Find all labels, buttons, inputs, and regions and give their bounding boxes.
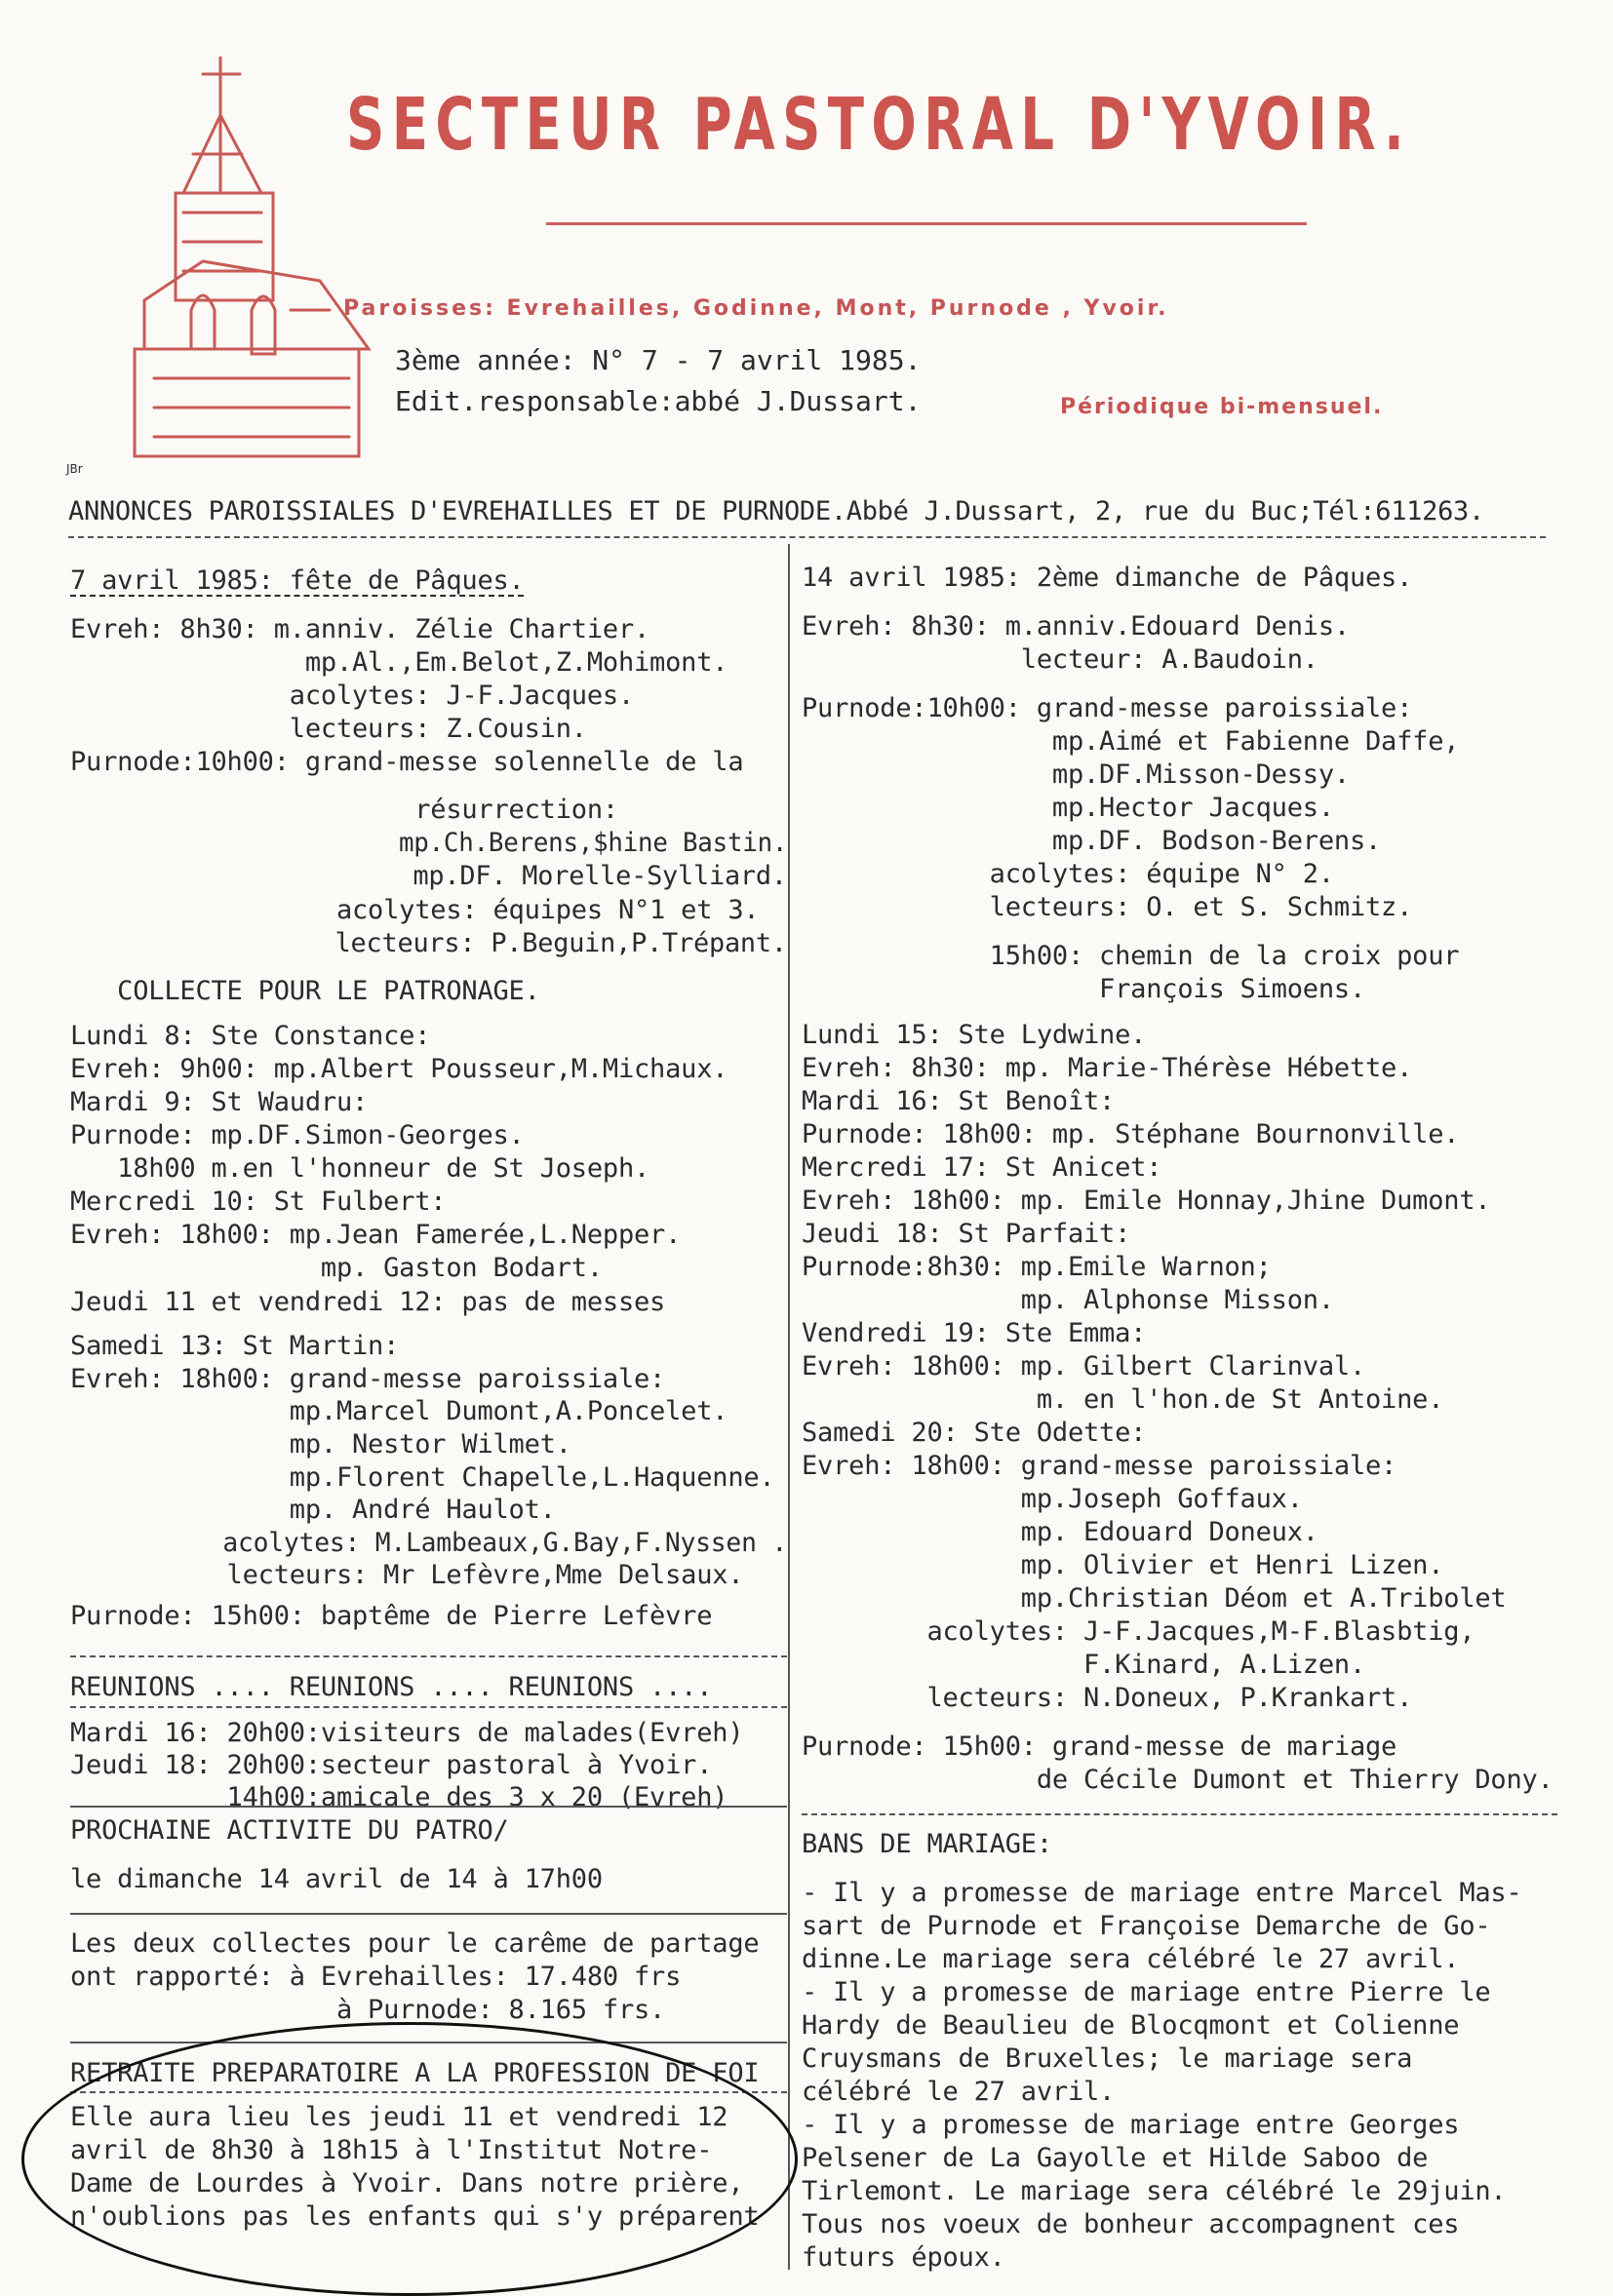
text-line: mp. André Haulot.	[70, 1495, 556, 1525]
text-line: mp.Marcel Dumont,A.Poncelet.	[70, 1396, 728, 1426]
text-line: Tirlemont. Le mariage sera célébré le 29juin.	[802, 2176, 1507, 2206]
text-line: Mercredi 17: St Anicet:	[802, 1152, 1162, 1183]
text-line: Samedi 20: Ste Odette:	[802, 1418, 1147, 1448]
text-line: Lundi 15: Ste Lydwine.	[802, 1020, 1147, 1050]
text-line: mp.Joseph Goffaux.	[802, 1484, 1303, 1514]
text-line: Dame de Lourdes à Yvoir. Dans notre prière,	[70, 2168, 744, 2199]
text-line: Vendredi 19: Ste Emma:	[802, 1318, 1147, 1348]
text-line: Evreh: 18h00: grand-messe paroissiale:	[802, 1451, 1397, 1481]
text-line: - Il y a promesse de mariage entre Georges	[802, 2110, 1460, 2140]
text-line: mp.Ch.Berens,$hine Bastin.	[70, 828, 788, 858]
text-line: mp.DF.Misson-Dessy.	[802, 759, 1350, 790]
text-line: Mercredi 10: St Fulbert:	[70, 1187, 447, 1217]
text-line: sart de Purnode et Françoise Demarche de Go-	[802, 1911, 1491, 1941]
text-line: n'oublions pas les enfants qui s'y préparent	[70, 2201, 760, 2232]
text-line: mp. Alphonse Misson.	[802, 1285, 1334, 1315]
text-line: mp.Hector Jacques.	[802, 793, 1334, 823]
text-line: - Il y a promesse de mariage entre Pierre le	[802, 1977, 1491, 2007]
text-line: Purnode:10h00: grand-messe paroissiale:	[802, 693, 1413, 723]
text-line: Jeudi 18: St Parfait:	[802, 1219, 1131, 1249]
text-line: acolytes: équipe N° 2.	[802, 859, 1334, 889]
title-underline	[546, 222, 1307, 225]
announcements-banner: ANNONCES PAROISSIALES D'EVREHAILLES ET DE PURNODE.Abbé J.Dussart, 2, rue du Buc;Tél:611263.	[68, 496, 1484, 526]
text-line: 15h00: chemin de la croix pour	[802, 941, 1460, 971]
text-line: mp. Nestor Wilmet.	[70, 1429, 571, 1459]
periodicity: Périodique bi-mensuel.	[1060, 395, 1384, 419]
text-line: - Il y a promesse de mariage entre Marcel Mas-	[802, 1878, 1522, 1908]
text-line: Lundi 8: Ste Constance:	[70, 1021, 431, 1051]
text-line: mp.Aimé et Fabienne Daffe,	[802, 726, 1460, 757]
text-line: 14h00:amicale des 3 x 20 (Evreh)	[70, 1782, 728, 1812]
text-line: résurrection:	[70, 795, 618, 825]
text-line: Elle aura lieu les jeudi 11 et vendredi 12	[70, 2102, 728, 2132]
text-line: Purnode: 15h00: grand-messe de mariage	[802, 1732, 1397, 1762]
text-line: lecteurs: Z.Cousin.	[70, 714, 587, 744]
text-line: m. en l'hon.de St Antoine.	[802, 1384, 1444, 1415]
divider	[70, 1913, 787, 1915]
text-line: mp.DF. Morelle-Sylliard.	[70, 861, 787, 891]
text-line: 18h00 m.en l'honneur de St Joseph.	[70, 1153, 650, 1184]
text-line: Evreh: 9h00: mp.Albert Pousseur,M.Michaux.	[70, 1054, 728, 1084]
text-line: Mardi 9: St Waudru:	[70, 1087, 369, 1117]
text-line: mp. Olivier et Henri Lizen.	[802, 1550, 1444, 1580]
text-line: acolytes: J-F.Jacques,M-F.Blasbtig,	[802, 1616, 1475, 1647]
divider	[802, 1813, 1557, 1815]
text-line: ont rapporté: à Evrehailles: 17.480 frs	[70, 1962, 682, 1992]
text-line: F.Kinard, A.Lizen.	[802, 1650, 1365, 1680]
text-line: lecteurs: Mr Lefèvre,Mme Delsaux.	[70, 1560, 744, 1590]
text-line: Jeudi 11 et vendredi 12: pas de messes	[70, 1287, 666, 1317]
text-line: le dimanche 14 avril de 14 à 17h00	[70, 1864, 603, 1894]
text-line: célébré le 27 avril.	[802, 2077, 1116, 2107]
text-line: Mardi 16: 20h00:visiteurs de malades(Evreh)	[70, 1718, 744, 1748]
text-line: Hardy de Beaulieu de Blocqmont et Colienne	[802, 2010, 1460, 2041]
text-line: Cruysmans de Bruxelles; le mariage sera	[802, 2043, 1413, 2074]
banner-rule	[68, 536, 1546, 538]
text-line: PROCHAINE ACTIVITE DU PATRO/	[70, 1815, 509, 1846]
text-line: REUNIONS .... REUNIONS .... REUNIONS ....	[70, 1672, 713, 1702]
text-line: Jeudi 18: 20h00:secteur pastoral à Yvoir.	[70, 1750, 713, 1780]
parishes-line: Paroisses: Evrehailles, Godinne, Mont, Purnode , Yvoir.	[343, 296, 1169, 321]
text-line: à Purnode: 8.165 frs.	[70, 1995, 666, 2025]
text-line: mp.Christian Déom et A.Tribolet	[802, 1583, 1507, 1614]
text-line: Evreh: 8h30: mp. Marie-Thérèse Hébette.	[802, 1053, 1413, 1083]
divider	[70, 1806, 787, 1808]
text-line: Purnode:10h00: grand-messe solennelle de la	[70, 747, 744, 777]
column-divider	[788, 544, 790, 2270]
text-line: Purnode: 15h00: baptême de Pierre Lefèvre	[70, 1601, 713, 1631]
text-line: François Simoens.	[802, 974, 1365, 1004]
text-line: Pelsener de La Gayolle et Hilde Saboo de	[802, 2143, 1429, 2173]
text-line: Purnode: 18h00: mp. Stéphane Bournonville.	[802, 1119, 1460, 1149]
editor-line: Edit.responsable:abbé J.Dussart.	[395, 385, 922, 417]
text-line: Evreh: 8h30: m.anniv.Edouard Denis.	[802, 611, 1350, 642]
text-line: 14 avril 1985: 2ème dimanche de Pâques.	[802, 563, 1413, 593]
text-line: Samedi 13: St Martin:	[70, 1331, 400, 1361]
text-line: acolytes: J-F.Jacques.	[70, 681, 634, 711]
text-line: Evreh: 18h00: grand-messe paroissiale:	[70, 1364, 666, 1394]
text-line: mp. Edouard Doneux.	[802, 1517, 1318, 1547]
text-line: Tous nos voeux de bonheur accompagnent ces	[802, 2209, 1460, 2239]
text-line: Evreh: 18h00: mp. Gilbert Clarinval.	[802, 1351, 1365, 1381]
divider	[70, 1655, 787, 1657]
artist-initials: JBr	[66, 462, 83, 476]
text-line: lecteurs: N.Doneux, P.Krankart.	[802, 1683, 1413, 1713]
text-line: Les deux collectes pour le carême de partage	[70, 1928, 760, 1959]
text-line: avril de 8h30 à 18h15 à l'Institut Notre-	[70, 2135, 713, 2165]
text-line: mp.DF. Bodson-Berens.	[802, 826, 1382, 856]
text-line: Mardi 16: St Benoît:	[802, 1086, 1116, 1116]
text-line: futurs époux.	[802, 2242, 1005, 2273]
issue-line: 3ème année: N° 7 - 7 avril 1985.	[395, 344, 922, 376]
highlight-circle	[21, 2022, 798, 2296]
text-line: acolytes: équipes N°1 et 3.	[70, 895, 760, 925]
text-line: lecteurs: O. et S. Schmitz.	[802, 892, 1413, 922]
text-line: COLLECTE POUR LE PATRONAGE.	[70, 976, 540, 1006]
text-line: Purnode: mp.DF.Simon-Georges.	[70, 1120, 525, 1150]
text-line: 7 avril 1985: fête de Pâques.	[70, 565, 525, 596]
text-line: Evreh: 18h00: mp. Emile Honnay,Jhine Dumont.	[802, 1186, 1491, 1216]
text-line: Evreh: 18h00: mp.Jean Famerée,L.Nepper.	[70, 1220, 682, 1250]
text-line: mp. Gaston Bodart.	[70, 1253, 603, 1283]
text-line: mp.Florent Chapelle,L.Haquenne.	[70, 1462, 775, 1493]
text-line: acolytes: M.Lambeaux,G.Bay,F.Nyssen .	[70, 1528, 787, 1558]
text-line: RETRAITE PREPARATOIRE A LA PROFESSION DE FOI	[70, 2058, 760, 2088]
text-line: de Cécile Dumont et Thierry Dony.	[802, 1765, 1554, 1795]
text-line: Purnode:8h30: mp.Emile Warnon;	[802, 1252, 1272, 1282]
text-line: BANS DE MARIAGE:	[802, 1829, 1052, 1859]
text-line: mp.Al.,Em.Belot,Z.Mohimont.	[70, 647, 728, 678]
text-line: lecteurs: P.Beguin,P.Trépant.	[70, 928, 787, 958]
text-line: Evreh: 8h30: m.anniv. Zélie Chartier.	[70, 614, 650, 644]
divider	[70, 1706, 787, 1708]
newsletter-title: SECTEUR PASTORAL D'YVOIR.	[346, 83, 1412, 167]
text-line: lecteur: A.Baudoin.	[802, 644, 1318, 675]
text-line: dinne.Le mariage sera célébré le 27 avril.	[802, 1944, 1460, 1974]
